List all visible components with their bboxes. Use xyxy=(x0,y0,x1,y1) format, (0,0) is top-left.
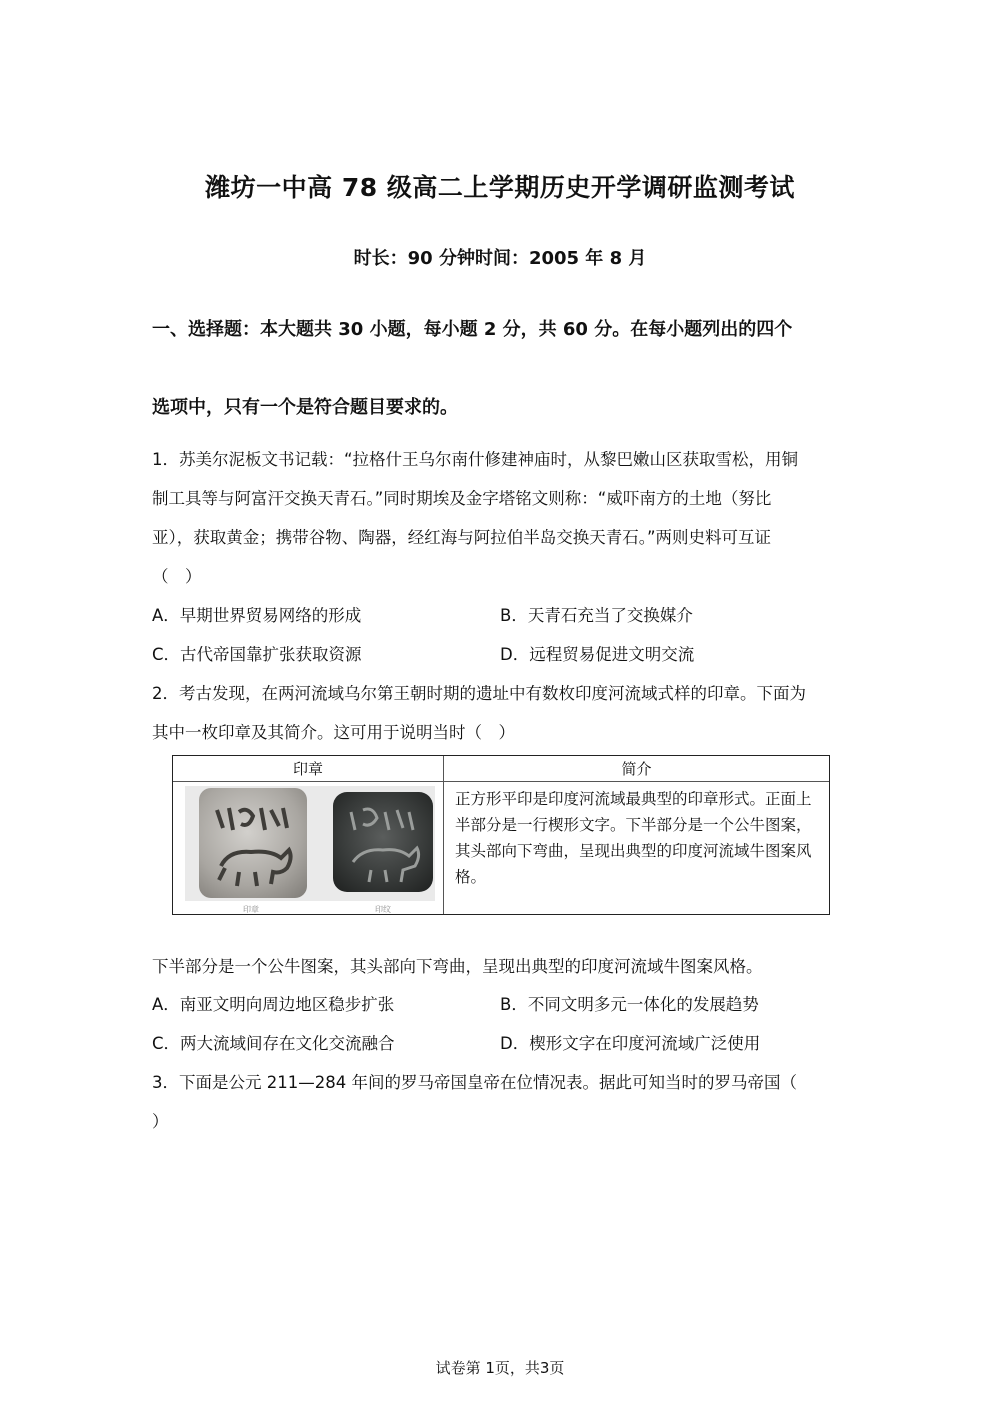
seal-caption-left: 印章 xyxy=(243,905,259,914)
q1-line-2: 制工具等与阿富汗交换天青石。”同时期埃及金字塔铭文则称：“威吓南方的土地（努比 xyxy=(152,489,772,508)
q2-line-2: 其中一枚印章及其简介。这可用于说明当时（ ） xyxy=(152,723,515,742)
exam-title: 潍坊一中高 78 级高二上学期历史开学调研监测考试 xyxy=(205,173,795,202)
q2-option-b: B．不同文明多元一体化的发展趋势 xyxy=(500,995,759,1014)
seal-impression-image xyxy=(199,788,307,898)
q1-option-a: A．早期世界贸易网络的形成 xyxy=(152,606,362,625)
page-footer: 试卷第 1页，共3页 xyxy=(435,1359,565,1377)
q3-line-2: ） xyxy=(152,1112,169,1131)
seal-caption-right: 印纹 xyxy=(375,905,391,914)
q1-line-1: 1．苏美尔泥板文书记载：“拉格什王乌尔南什修建神庙时，从黎巴嫩山区获取雪松，用铜 xyxy=(152,450,799,469)
section-heading-line-1: 一、选择题：本大题共 30 小题，每小题 2 分，共 60 分。在每小题列出的四个 xyxy=(152,319,793,340)
section-heading-line-2: 选项中，只有一个是符合题目要求的。 xyxy=(152,397,458,418)
seal-photo xyxy=(185,786,435,914)
q1-line-4: （ ） xyxy=(152,567,202,586)
q3-line-1: 3．下面是公元 211—284 年间的罗马帝国皇帝在位情况表。据此可知当时的罗马帝国（ xyxy=(152,1073,797,1092)
exam-subtitle: 时长：90 分钟时间：2005 年 8 月 xyxy=(353,248,647,269)
seal-image xyxy=(333,792,433,892)
q2-option-a: A．南亚文明向周边地区稳步扩张 xyxy=(152,995,395,1014)
seal-table-header-left: 印章 xyxy=(173,756,443,782)
q2-option-c: C．两大流域间存在文化交流融合 xyxy=(152,1034,395,1053)
q1-option-c: C．古代帝国靠扩张获取资源 xyxy=(152,645,362,664)
q1-line-3: 亚），获取黄金；携带谷物、陶器，经红海与阿拉伯半岛交换天青石。”两则史料可互证 xyxy=(152,528,772,547)
q2-option-d: D．楔形文字在印度河流域广泛使用 xyxy=(500,1034,761,1053)
q1-option-b: B．天青石充当了交换媒介 xyxy=(500,606,693,625)
seal-table-header-right: 简介 xyxy=(444,756,829,782)
seal-table xyxy=(172,755,830,915)
seal-table-divider xyxy=(443,756,444,914)
seal-introduction: 正方形平印是印度河流域最典型的印章形式。正面上半部分是一行楔形文字。下半部分是一个公牛图案，其头部向下弯曲，呈现出典型的印度河流域牛图案风格。 xyxy=(455,790,812,886)
q2-after-table: 下半部分是一个公牛图案，其头部向下弯曲，呈现出典型的印度河流域牛图案风格。 xyxy=(152,957,763,976)
q1-option-d: D．远程贸易促进文明交流 xyxy=(500,645,695,664)
q2-line-1: 2．考古发现，在两河流域乌尔第王朝时期的遗址中有数枚印度河流域式样的印章。下面为 xyxy=(152,684,806,703)
